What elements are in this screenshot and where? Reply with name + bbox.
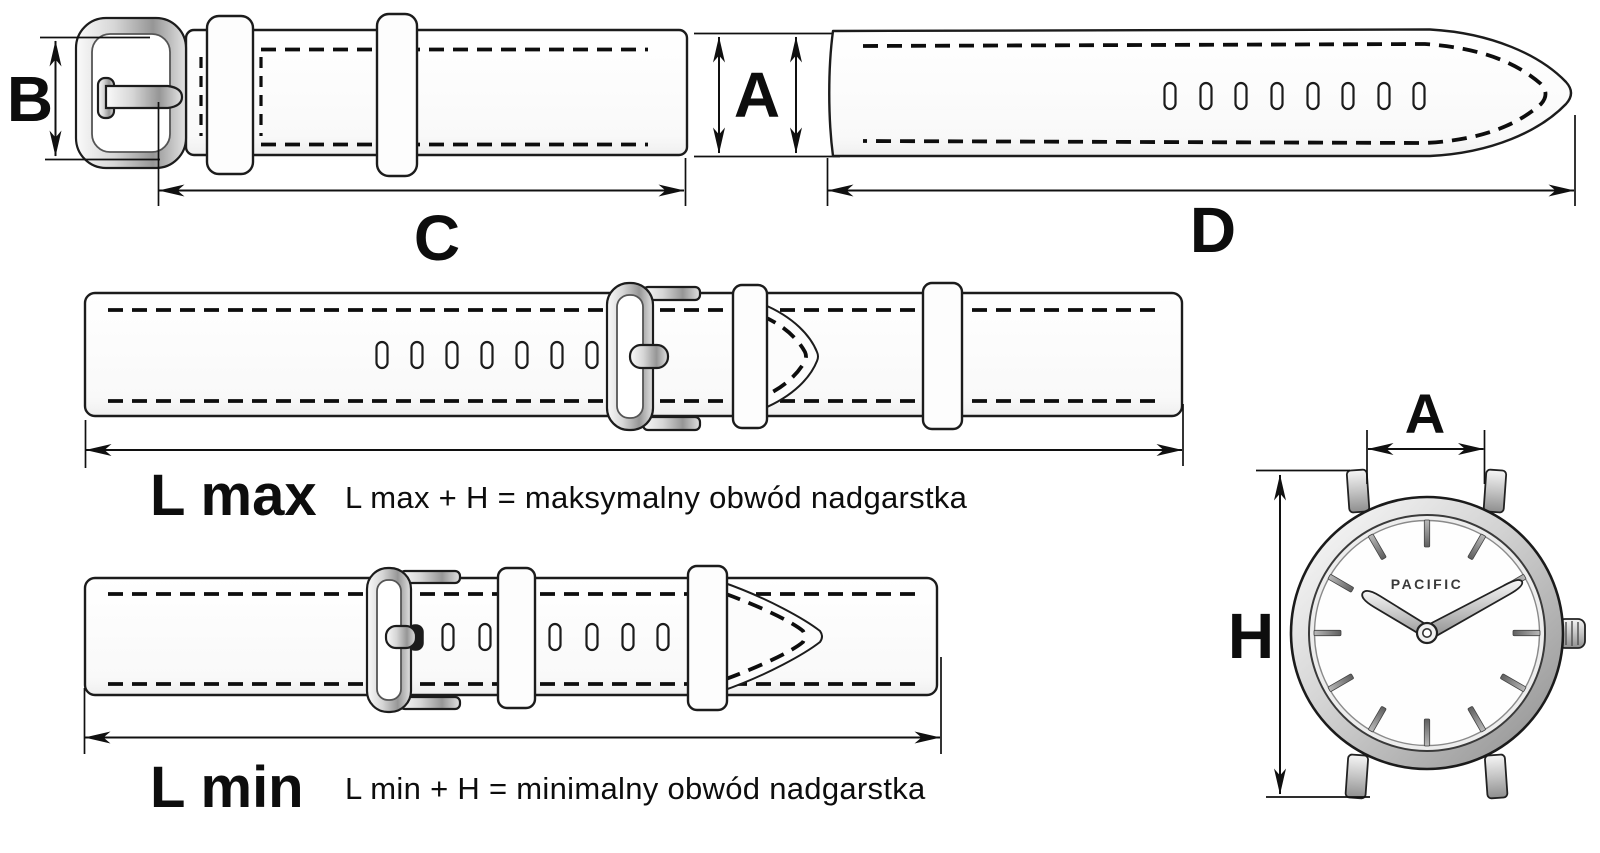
dimension-A	[694, 34, 840, 157]
keeper	[733, 285, 767, 428]
lug	[1345, 754, 1368, 798]
keeper	[688, 566, 727, 710]
l-max-diagram	[85, 283, 1183, 528]
formula-l-max: L max + H = maksymalny obwód nadgarstka	[345, 480, 968, 515]
l-min-diagram	[85, 566, 942, 820]
buckle-prong	[630, 345, 668, 368]
hand-hub-center	[1423, 629, 1431, 637]
tongue-piece-diagram	[828, 30, 1576, 267]
buckle-piece-diagram	[7, 14, 840, 274]
keeper	[377, 14, 417, 176]
label-watch-A: A	[1404, 382, 1446, 445]
label-l-min: L min	[150, 755, 304, 820]
keeper	[923, 283, 962, 429]
lug	[1485, 754, 1508, 798]
dimension-watch-A	[1367, 382, 1485, 484]
lug	[1347, 469, 1370, 512]
watch-brand: PACIFIC	[1390, 576, 1464, 592]
label-watch-H: H	[1227, 600, 1275, 672]
label-D: D	[1189, 194, 1237, 266]
lug	[1484, 469, 1507, 512]
buckle-prong	[106, 86, 182, 108]
formula-l-min: L min + H = minimalny obwód nadgarstka	[345, 771, 926, 806]
keeper	[207, 16, 253, 174]
label-l-max: L max	[150, 463, 317, 528]
keeper	[498, 568, 535, 708]
label-C: C	[413, 202, 461, 274]
label-A: A	[733, 59, 781, 131]
watch-diagram	[1228, 382, 1585, 799]
label-B: B	[6, 63, 54, 135]
buckle	[76, 18, 186, 168]
buckle-prong	[386, 626, 416, 648]
